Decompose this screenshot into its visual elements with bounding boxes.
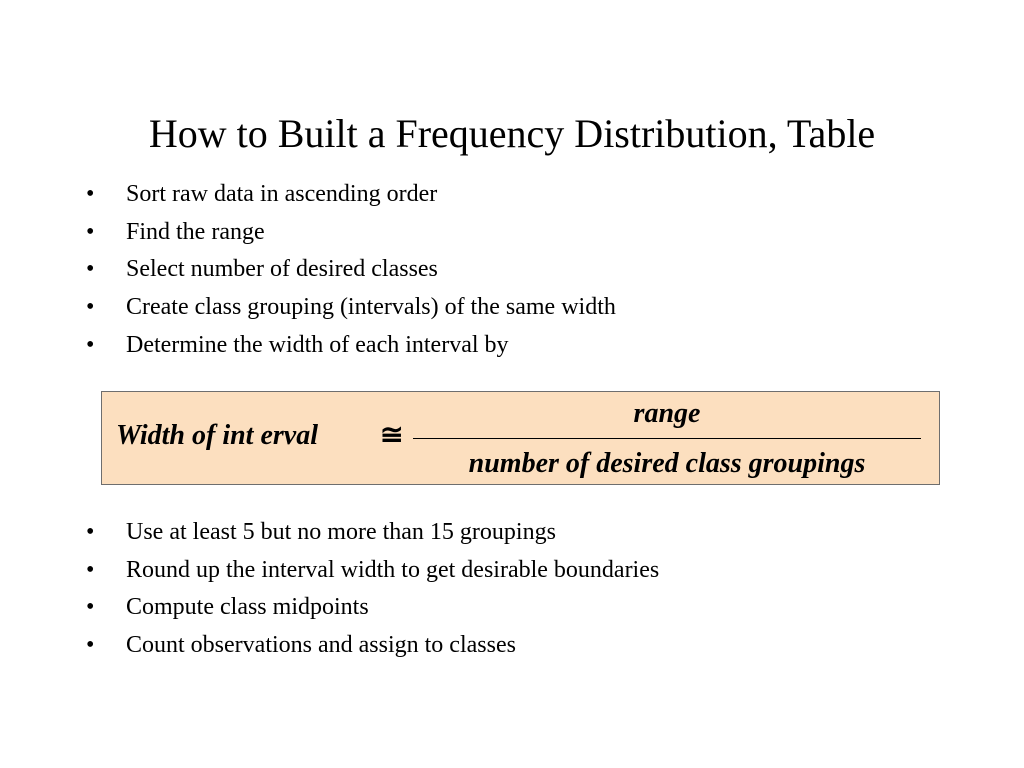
bullet-dot-icon: •: [86, 181, 95, 207]
bullet-dot-icon: •: [86, 256, 95, 283]
slide-title: How to Built a Frequency Distribution, Table: [148, 111, 876, 156]
bullet-item: [86, 514, 659, 552]
bullet-dot-icon: •: [86, 331, 95, 358]
bullet-text: Count observations and assign to classes: [126, 632, 516, 659]
approx-equal-symbol: ≅: [380, 420, 404, 451]
formula-box: [101, 391, 940, 485]
formula-denominator: number of desired class groupings: [468, 448, 866, 479]
bullet-list-bottom: [86, 514, 659, 665]
bullet-dot-icon: •: [86, 594, 95, 621]
bullet-list-top: [86, 176, 616, 365]
bullet-text: Determine the width of each interval by: [126, 331, 509, 358]
formula-lhs: Width of int erval: [116, 420, 318, 451]
bullet-item: [86, 589, 659, 627]
bullet-item: [86, 327, 616, 365]
bullet-text: Compute class midpoints: [126, 594, 369, 621]
bullet-dot-icon: •: [86, 294, 95, 321]
bullet-dot-icon: •: [86, 632, 95, 659]
bullet-text: Select number of desired classes: [126, 256, 438, 283]
bullet-text: Use at least 5 but no more than 15 groupings: [126, 519, 556, 545]
bullet-text: Find the range: [126, 218, 265, 245]
bullet-dot-icon: •: [86, 556, 95, 583]
bullet-item: [86, 214, 616, 252]
bullet-item: [86, 251, 616, 289]
fraction-bar: [413, 438, 921, 439]
bullet-text: Create class grouping (intervals) of the same width: [126, 294, 616, 321]
bullet-text: Sort raw data in ascending order: [126, 181, 438, 207]
bullet-dot-icon: •: [86, 218, 95, 245]
bullet-item: [86, 289, 616, 327]
bullet-item: [86, 176, 616, 214]
bullet-item: [86, 552, 659, 590]
bullet-dot-icon: •: [86, 519, 95, 545]
bullet-item: [86, 627, 659, 665]
bullet-text: Round up the interval width to get desirable boundaries: [126, 556, 660, 583]
formula-numerator: range: [633, 398, 701, 429]
